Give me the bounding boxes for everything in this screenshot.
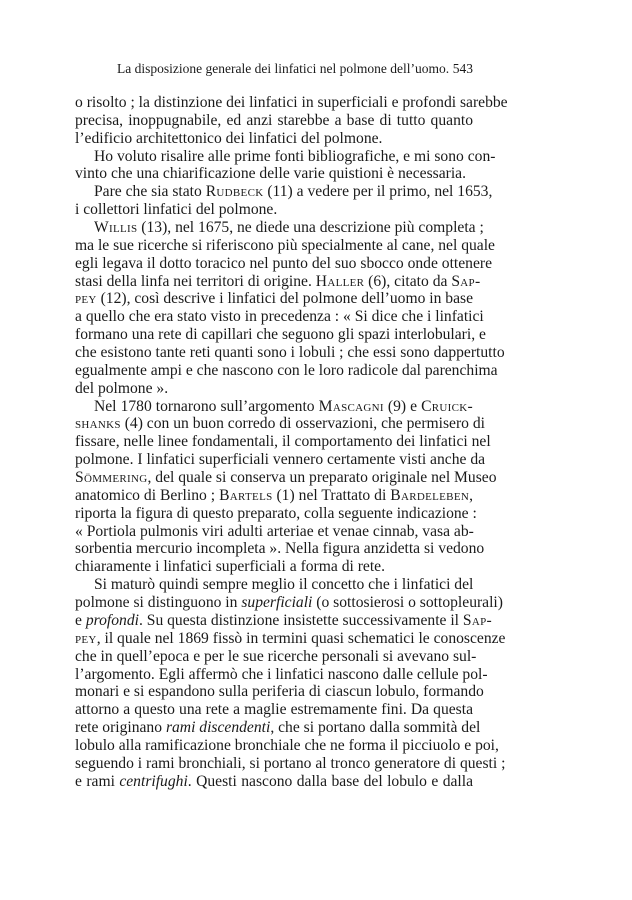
- text-line: [75, 433, 491, 451]
- text-run: attorno a questo una rete a maglie estremamente fini. Da questa: [75, 701, 473, 719]
- emphasis-term: centrifughi: [119, 772, 188, 790]
- text-run: « Portiola pulmonis viri adulti arteriae et venae cinnab, vasa ab-: [75, 522, 474, 540]
- text-line: [75, 326, 486, 344]
- author-name: Sap-: [451, 272, 481, 290]
- text-run: egli legava il dotto toracico nel punto del suo sbocco onde ottenere: [75, 254, 493, 272]
- text-run: Pare che sia stato: [94, 183, 206, 201]
- text-run: egualmente ampi e che nascono con le loro radicole dal parenchima: [75, 361, 498, 379]
- text-run: l’edificio architettonico dei linfatici del polmone.: [75, 129, 383, 147]
- text-run: precisa, inoppugnabile, ed anzi starebbe a base di tutto quanto: [75, 111, 473, 129]
- text-line: [75, 112, 473, 130]
- author-name: Cruick-: [421, 397, 473, 415]
- text-line: [75, 523, 473, 541]
- text-run: fissare, nelle linee fondamentali, il comportamento dei linfatici nel: [75, 433, 491, 451]
- text-line: [75, 183, 493, 201]
- text-run: Si maturò quindi sempre meglio il concetto che i linfatici del: [94, 576, 474, 594]
- text-run: vinto che una chiarificazione delle varie quistioni è necessaria.: [75, 165, 466, 183]
- text-run: seguendo i rami bronchiali, si portano al tronco generatore di questi ;: [75, 754, 506, 772]
- body-text: [75, 94, 508, 791]
- text-run: , che si portano dalla sommità del: [270, 719, 481, 737]
- text-run: polmone. I linfatici superficiali vennero certamente visti anche da: [75, 451, 486, 469]
- text-line: [75, 701, 473, 719]
- text-line: [75, 540, 485, 558]
- text-run: rete originano: [75, 719, 166, 737]
- text-run: (9) e: [383, 397, 422, 415]
- text-run: anatomico di Berlino ;: [75, 486, 220, 504]
- text-run: o risolto ; la distinzione dei linfatici in superficiali e profondi sarebbe: [75, 94, 508, 111]
- text-run: i collettori linfatici del polmone.: [75, 201, 278, 219]
- author-name: Willis: [94, 219, 138, 237]
- text-run: che in quell’epoca e per le sue ricerche personali si avevano sul-: [75, 647, 477, 665]
- text-line: [75, 504, 477, 523]
- text-run: . Questi nascono dalla base del lobulo e dalla: [187, 772, 473, 790]
- text-run: , il quale nel 1869 fissò in termini quasi schematici le conoscenze: [96, 629, 506, 647]
- text-line: [75, 147, 496, 166]
- text-run: chiaramente i linfatici superficiali a forma di rete.: [75, 558, 385, 576]
- author-name: shanks: [75, 415, 121, 433]
- text-line: [75, 308, 484, 326]
- text-run: stasi della linfa nei territori di origine.: [75, 272, 316, 290]
- text-line: [75, 736, 499, 755]
- text-run: a quello che era stato visto in precedenza : « Si dice che i linfatici: [75, 308, 484, 326]
- text-line: [75, 236, 495, 255]
- text-line: [75, 272, 481, 291]
- running-title: La disposizione generale dei linfatici nel polmone dell’uomo.: [117, 61, 450, 76]
- author-name: Sömmering: [75, 469, 148, 487]
- text-run: (o sottosierosi o sottopleurali): [312, 594, 503, 612]
- text-run: che esistono tante reti quanti sono i lobuli ; che essi sono dappertutto: [75, 344, 505, 362]
- emphasis-term: profondi: [85, 611, 139, 629]
- text-line: [75, 719, 481, 737]
- text-run: (11) a vedere per il primo, nel 1653,: [263, 183, 493, 201]
- page-number: 543: [452, 61, 473, 76]
- text-run: lobulo alla ramificazione bronchiale che ne forma il picciuolo e poi,: [75, 736, 499, 754]
- text-line: [75, 290, 473, 308]
- text-line: [75, 683, 484, 701]
- text-run: (4) con un buon corredo di osservazioni, che permisero di: [120, 415, 485, 433]
- text-run: e rami: [75, 772, 120, 790]
- text-line: [75, 611, 493, 630]
- text-line: [75, 344, 505, 362]
- text-run: monari e si espandono sulla periferia di ciascun lobulo, formando: [75, 683, 484, 701]
- author-name: pey: [75, 290, 97, 308]
- text-line: [75, 254, 493, 273]
- author-name: Bardeleben: [390, 486, 470, 504]
- author-name: pey: [75, 629, 97, 647]
- text-line: [75, 647, 477, 666]
- text-line: [75, 165, 473, 183]
- text-run: formano una rete di capillari che seguono gli spazi interlobulari, e: [75, 326, 486, 344]
- text-line: [75, 469, 497, 487]
- text-line: [75, 451, 486, 469]
- text-run: Ho voluto risalire alle prime fonti bibliografiche, e mi sono con-: [94, 147, 496, 165]
- author-name: Rudbeck: [205, 183, 264, 201]
- text-run: (1) nel Trattato di: [272, 486, 391, 504]
- text-line: [75, 773, 473, 791]
- text-run: sorbentia mercurio incompleta ». Nella figura anzidetta si vedono: [75, 540, 485, 558]
- text-line: [75, 219, 484, 237]
- text-line: [75, 576, 473, 594]
- text-line: [75, 558, 473, 576]
- text-line: [75, 130, 473, 148]
- text-line: [75, 201, 473, 219]
- text-run: e: [75, 611, 86, 629]
- text-run: riporta la figura di questo preparato, colla seguente indicazione :: [75, 504, 477, 522]
- text-line: [75, 594, 503, 612]
- text-line: [75, 94, 508, 112]
- text-line: [75, 398, 473, 416]
- text-run: Nel 1780 tornarono sull’argomento: [94, 397, 319, 415]
- text-run: . Su questa distinzione insistette successivamente il: [138, 611, 463, 629]
- text-line: [75, 380, 473, 398]
- text-run: del polmone ».: [75, 379, 169, 397]
- text-line: [75, 754, 506, 773]
- text-line: [75, 629, 506, 648]
- emphasis-term: superficiali: [241, 594, 313, 612]
- author-name: Sap-: [462, 611, 493, 629]
- text-line: [75, 487, 473, 505]
- text-line: [75, 361, 498, 380]
- text-run: , del quale si conserva un preparato originale nel Museo: [147, 469, 497, 487]
- text-run: ma le sue ricerche si riferiscono più specialmente al cane, nel quale: [75, 236, 495, 254]
- author-name: Haller: [315, 272, 365, 290]
- text-run: polmone si distinguono in: [75, 594, 242, 612]
- emphasis-term: rami discendenti: [165, 719, 271, 737]
- author-name: Bartels: [219, 486, 273, 504]
- text-line: [75, 415, 485, 433]
- text-line: [75, 665, 488, 684]
- text-run: (6), citato da: [364, 272, 452, 290]
- text-run: (12), così descrive i linfatici del polmone dell’uomo in base: [96, 290, 474, 308]
- text-run: (13), nel 1675, ne diede una descrizione più completa ;: [137, 219, 484, 237]
- author-name: Mascagni: [318, 397, 384, 415]
- text-run: ,: [469, 486, 473, 504]
- text-run: l’argomento. Egli affermò che i linfatici nascono dalle cellule pol-: [75, 665, 488, 683]
